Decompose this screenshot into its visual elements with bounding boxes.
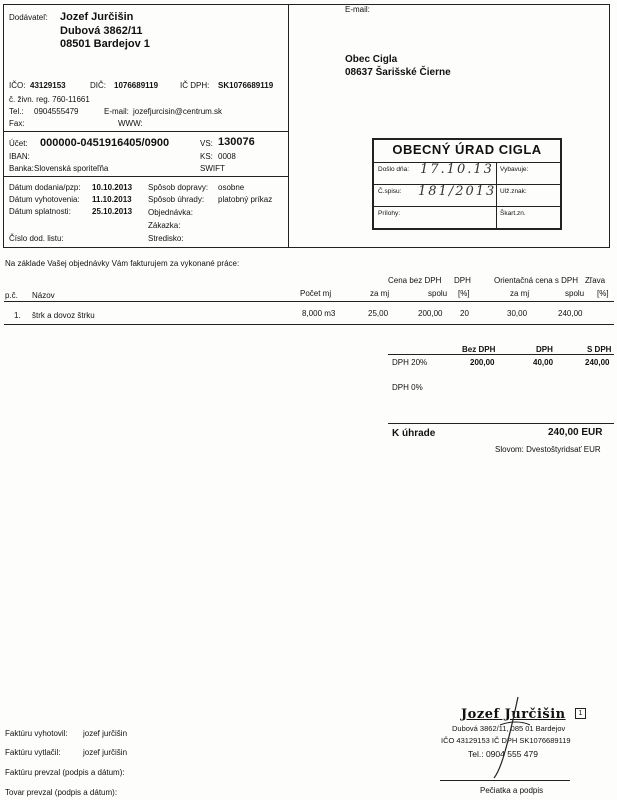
sum-h-incl: S DPH xyxy=(587,345,612,354)
seal-caption: Pečiatka a podpis xyxy=(480,786,544,795)
th-per-unit-vat: za mj xyxy=(510,289,530,298)
stamp-file-handwriting: 181/2013 xyxy=(418,184,497,199)
issued-by-label: Faktúru vyhotovil: xyxy=(5,729,68,738)
office-stamp xyxy=(372,138,562,230)
icdph-value: SK1076689119 xyxy=(218,81,274,90)
row-total: 200,00 xyxy=(418,309,443,318)
delivery-date-value: 10.10.2013 xyxy=(92,183,133,192)
th-pct-discount: [%] xyxy=(597,289,609,298)
right-border xyxy=(609,4,610,247)
ks-label: KS: xyxy=(200,152,213,161)
ico-label: IČO: xyxy=(9,81,26,90)
supplier-name: Jozef Jurčišin xyxy=(60,11,134,23)
ks-value: 0008 xyxy=(218,152,236,161)
sum-h-dph: DPH xyxy=(536,345,553,354)
bank-label: Banka: xyxy=(9,164,34,173)
email-label: E-mail: xyxy=(104,107,129,116)
row-unit-price-vat: 30,00 xyxy=(507,309,528,318)
sum-r2-label: DPH 0% xyxy=(392,383,423,392)
stamp-discard-label: Škart.zn. xyxy=(500,210,526,217)
tel-label: Tel.: xyxy=(9,107,24,116)
intro-text: Na základe Vašej objednávky Vám fakturujem za vykonané práce: xyxy=(5,259,240,268)
iban-label: IBAN: xyxy=(9,152,30,161)
icdph-label: IČ DPH: xyxy=(180,81,210,90)
signature-icon xyxy=(470,695,540,780)
seal-line3: Tel.: 0904 555 479 xyxy=(468,749,538,759)
bottom-border xyxy=(3,247,610,248)
customer-name: Obec Cigla xyxy=(345,54,398,65)
row-total-vat: 240,00 xyxy=(558,309,583,318)
summary-rule xyxy=(388,354,614,355)
seal-name: Jozef Jurčišin xyxy=(461,707,566,722)
tel-value: 0904555479 xyxy=(34,107,79,116)
delivery-note-label: Číslo dod. listu: xyxy=(9,234,64,243)
customer-email-label: E-mail: xyxy=(345,5,370,14)
summary-due-rule xyxy=(388,423,614,424)
transport-label: Spôsob dopravy: xyxy=(148,183,209,192)
printed-by-label: Faktúru vytlačil: xyxy=(5,748,61,757)
swift-label: SWIFT xyxy=(200,164,225,173)
stamp-attachments-label: Prílohy: xyxy=(378,210,401,217)
row-dph: 20 xyxy=(460,309,469,318)
dic-value: 1076689119 xyxy=(114,81,159,90)
signature-rule xyxy=(440,780,570,781)
sum-r1-incl: 240,00 xyxy=(585,358,610,367)
seal-line2: IČO 43129153 IČ DPH SK1076689119 xyxy=(441,736,571,745)
sum-r1-dph: 40,00 xyxy=(533,358,554,367)
seal-badge: 1 xyxy=(575,708,586,719)
delivery-date-label: Dátum dodania/pzp: xyxy=(9,183,81,192)
supplier-city: 08501 Bardejov 1 xyxy=(60,38,150,50)
ico-value: 43129153 xyxy=(30,81,66,90)
account-label: Účet: xyxy=(9,139,28,148)
due-words: Slovom: Dvestoštyridsať EUR xyxy=(495,445,601,454)
th-no: p.č. xyxy=(5,291,18,300)
register-number: č. živn. reg. 760-11661 xyxy=(9,95,90,104)
th-discount: Zľava xyxy=(585,276,606,285)
sum-r1-label: DPH 20% xyxy=(392,358,428,367)
stamp-file-label: Č.spisu: xyxy=(378,188,402,195)
supplier-street: Dubová 3862/11 xyxy=(60,25,143,37)
email-value: jozefjurcisin@centrum.sk xyxy=(133,107,223,116)
table-header-rule xyxy=(4,301,614,302)
invoice-received-label: Faktúru prevzal (podpis a dátum): xyxy=(5,768,125,777)
left-mid-divider xyxy=(3,131,289,132)
order-label: Objednávka: xyxy=(148,208,193,217)
due-date-value: 25.10.2013 xyxy=(92,207,133,216)
th-per-unit: za mj xyxy=(370,289,390,298)
issue-date-value: 11.10.2013 xyxy=(92,195,132,204)
top-border xyxy=(3,4,610,5)
th-price-excl: Cena bez DPH xyxy=(388,276,442,285)
due-date-label: Dátum splatnosti: xyxy=(9,207,71,216)
account-value: 000000-0451916405/0900 xyxy=(40,137,170,149)
stamp-storage-label: Ulž.znak: xyxy=(500,188,527,195)
row-no: 1. xyxy=(14,311,21,320)
center-divider xyxy=(288,4,289,247)
th-qty: Počet mj xyxy=(300,289,332,298)
contract-label: Zákazka: xyxy=(148,221,181,230)
seal-line1: Dubová 3862/11, 085 01 Bardejov xyxy=(452,724,566,733)
payment-label: Spôsob úhrady: xyxy=(148,195,205,204)
stamp-title: OBECNÝ ÚRAD CIGLA xyxy=(392,142,542,157)
th-total-vat: spolu xyxy=(565,289,585,298)
customer-city: 08637 Šarišské Čierne xyxy=(345,67,451,78)
th-dph: DPH xyxy=(454,276,471,285)
bank-value: Slovenská sporiteľňa xyxy=(34,164,109,173)
issued-by-value: jozef jurčišin xyxy=(83,729,128,738)
stamp-received-handwriting: 17.10.13 xyxy=(420,162,494,177)
www-label: WWW: xyxy=(118,119,143,128)
table-bottom-rule xyxy=(4,324,614,325)
vs-label: VS: xyxy=(200,139,213,148)
due-amount: 240,00 EUR xyxy=(548,427,603,438)
left-lower-divider xyxy=(3,176,289,177)
stamp-handler-label: Vybavuje: xyxy=(500,166,529,173)
issue-date-label: Dátum vyhotovenia: xyxy=(9,195,80,204)
th-name: Názov xyxy=(32,291,55,300)
dic-label: DIČ: xyxy=(90,81,106,90)
th-orient: Orientačná cena s DPH xyxy=(494,276,579,285)
th-pct: [%] xyxy=(458,289,470,298)
printed-by-value: jozef jurčišin xyxy=(83,748,128,757)
vs-value: 130076 xyxy=(218,136,255,148)
sum-r1-excl: 200,00 xyxy=(470,358,495,367)
fax-label: Fax: xyxy=(9,119,25,128)
row-name: štrk a dovoz štrku xyxy=(32,311,95,320)
row-unit-price: 25,00 xyxy=(368,309,389,318)
th-total: spolu xyxy=(428,289,448,298)
left-border xyxy=(3,4,4,247)
row-qty: 8,000 m3 xyxy=(302,309,336,318)
supplier-label: Dodávateľ: xyxy=(9,13,48,22)
due-label: K úhrade xyxy=(392,428,436,439)
payment-value: platobný príkaz xyxy=(218,195,273,204)
center-label: Stredisko: xyxy=(148,234,184,243)
goods-received-label: Tovar prevzal (podpis a dátum): xyxy=(5,788,118,797)
sum-h-excl: Bez DPH xyxy=(462,345,496,354)
transport-value: osobne xyxy=(218,183,245,192)
stamp-received-label: Došlo dňa: xyxy=(378,166,410,173)
